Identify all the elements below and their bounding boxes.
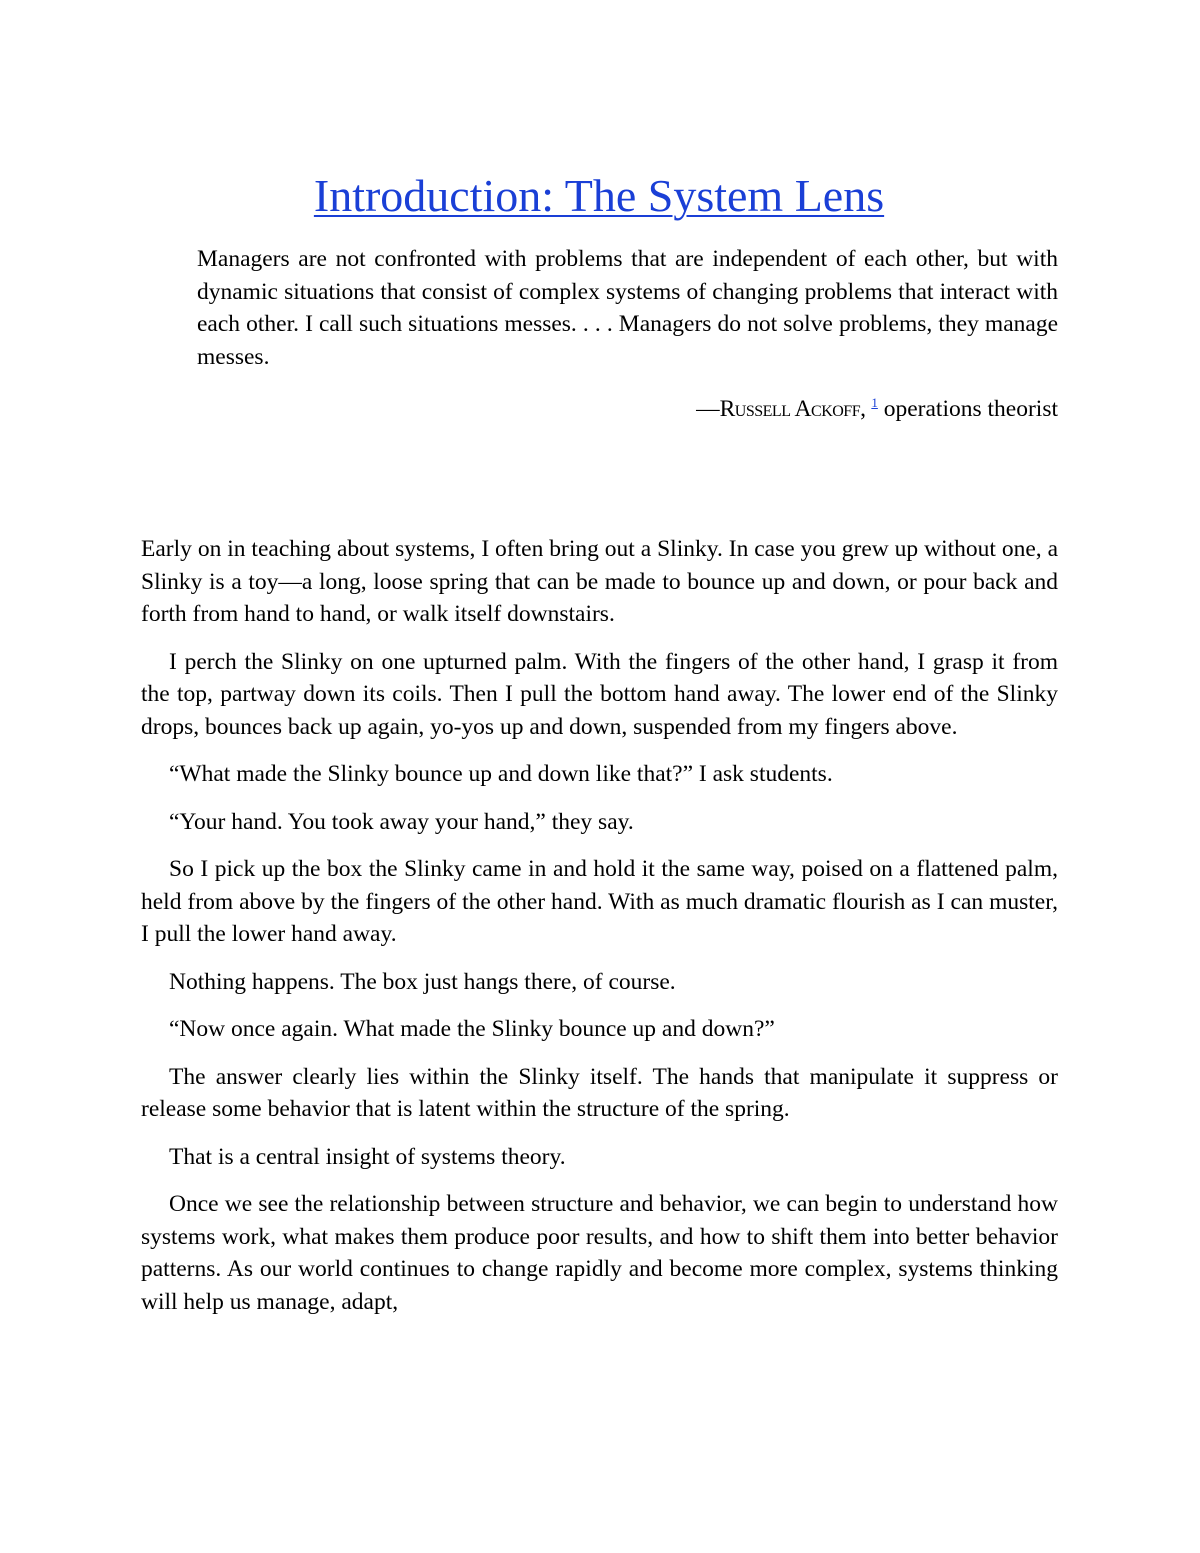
paragraph: So I pick up the box the Slinky came in and hold it the same way, poised on a flattened palm, held from above by the fingers of the other hand. With as much dramatic flourish as I can muster, I pull the lower hand away.	[141, 856, 1058, 947]
chapter-title	[140, 168, 1058, 224]
paragraph: The answer clearly lies within the Slinky itself. The hands that manipulate it suppress or release some behavior that is latent within the structure of the spring.	[141, 1063, 1058, 1122]
paragraph: “What made the Slinky bounce up and down like that?” I ask students.	[169, 761, 833, 787]
attribution-role: operations theorist	[883, 396, 1058, 422]
paragraph: Nothing happens. The box just hangs there, of course.	[169, 968, 676, 995]
epigraph-attribution	[197, 387, 1058, 425]
paragraph: Once we see the relationship between structure and behavior, we can begin to understand how systems work, what makes them produce poor results, and how to shift them into better behavior patterns. As our world continues to change rapidly and become more complex, systems thinking will help us manage, adapt,	[141, 1191, 1058, 1315]
paragraph: Early on in teaching about systems, I often bring out a Slinky. In case you grew up without one, a Slinky is a toy—a long, loose spring that can be made to bounce up and down, or pour back and forth from hand to hand, or walk itself downstairs.	[141, 536, 1058, 627]
paragraph: I perch the Slinky on one upturned palm. With the fingers of the other hand, I grasp it from the top, partway down its coils. Then I pull the bottom hand away. The lower end of the Slinky drops, bounces back up again, yo-yos up and down, suspended from my fingers above.	[141, 648, 1058, 740]
epigraph-quote: Managers are not confronted with problems that are independent of each other, but with dynamic situations that consist of complex systems of changing problems that interact with each other. I call such situations messes. . . . Managers do not solve problems, they manage messes.	[197, 246, 1058, 370]
body-text	[141, 533, 1058, 1333]
paragraph: “Now once again. What made the Slinky bounce up and down?”	[169, 1016, 775, 1042]
attribution-author: Russell Ackoff,	[719, 396, 866, 422]
attribution-dash: —	[696, 396, 720, 422]
chapter-title-link[interactable]: Introduction: The System Lens	[313, 170, 885, 221]
paragraph: That is a central insight of systems theory.	[169, 1143, 566, 1170]
footnote-link[interactable]: 1	[871, 395, 878, 410]
paragraph: “Your hand. You took away your hand,” they say.	[169, 808, 634, 835]
